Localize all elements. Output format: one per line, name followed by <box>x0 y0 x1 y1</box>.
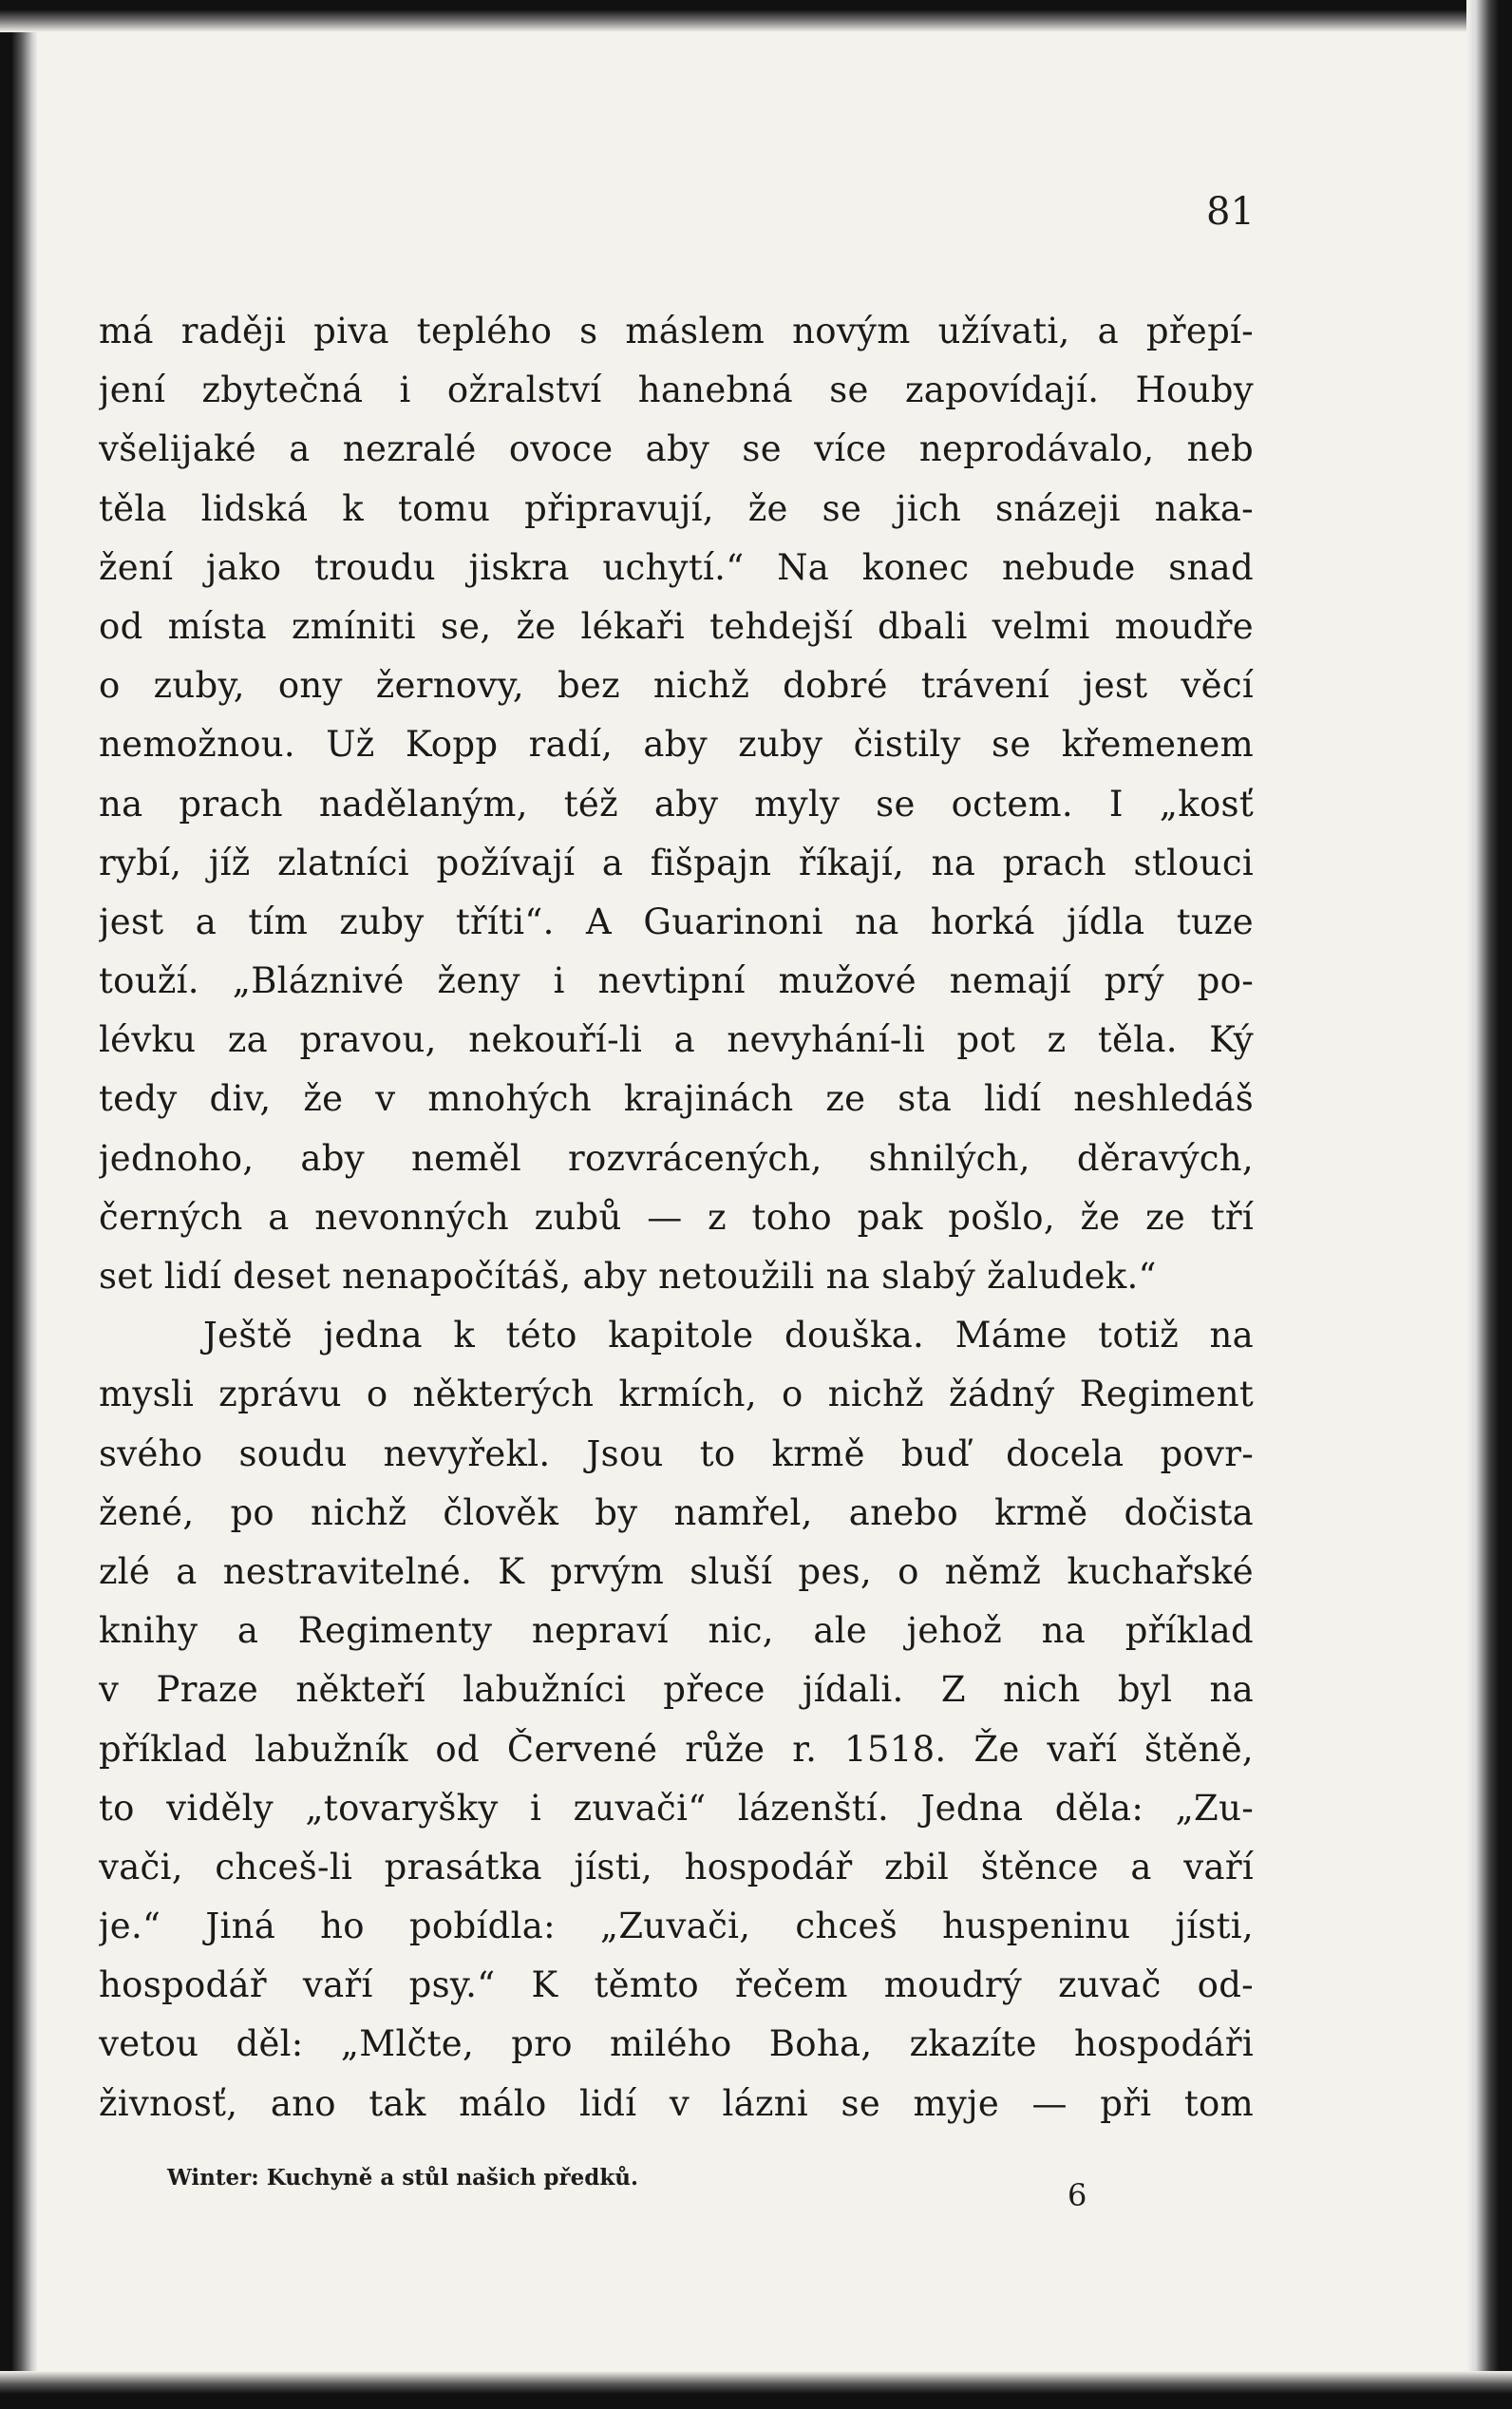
signature-mark: 6 <box>1068 2177 1087 2213</box>
text-line: nemožnou. Už Kopp radí, aby zuby čistily se křemenem <box>99 724 1254 766</box>
body-text <box>99 302 1254 2134</box>
scan-border-left <box>0 0 38 2409</box>
text-line: hospodář vaří psy.“ K těmto řečem moudrý zuvač od- <box>99 1964 1254 2006</box>
text-line: zlé a nestravitelné. K prvým sluší pes, o němž kuchařské <box>99 1550 1254 1592</box>
text-line: v Praze někteří labužníci přece jídali. Z nich byl na <box>99 1669 1254 1711</box>
text-line: žení jako troudu jiskra uchytí.“ Na konec nebude snad <box>99 546 1254 588</box>
text-line: mysli zprávu o některých krmích, o nichž žádný Regiment <box>99 1374 1254 1415</box>
text-line: rybí, jíž zlatníci požívají a fišpajn říkají, na prach stlouci <box>99 842 1254 883</box>
text-line: černých a nevonných zubů — z toho pak pošlo, že ze tří <box>99 1196 1254 1238</box>
scan-border-top <box>0 0 1512 32</box>
text-line: touží. „Bláznivé ženy i nevtipní mužové nemají prý po- <box>99 960 1254 1002</box>
scan-border-right <box>1466 0 1512 2409</box>
text-line: od místa zmíniti se, že lékaři tehdejší dbali velmi moudře <box>99 605 1254 647</box>
text-line: těla lidská k tomu připravují, že se jich snázeji naka- <box>99 487 1254 529</box>
text-line: o zuby, ony žernovy, bez nichž dobré trávení jest věcí <box>99 665 1254 707</box>
text-line: vači, chceš-li prasátka jísti, hospodář zbil štěnce a vaří <box>99 1846 1254 1887</box>
text-line: živnosť, ano tak málo lidí v lázni se myje — při tom <box>99 2082 1254 2124</box>
text-line: knihy a Regimenty nepraví nic, ale jehož na příklad <box>99 1610 1254 1652</box>
text-line: set lidí deset nenapočítáš, aby netoužili na slabý žaludek.“ <box>99 1256 1157 1297</box>
text-line: příklad labužník od Červené růže r. 1518. Že vaří štěně, <box>99 1728 1254 1770</box>
text-line: svého soudu nevyřekl. Jsou to krmě buď docela povr- <box>99 1432 1254 1474</box>
text-line: je.“ Jiná ho pobídla: „Zuvači, chceš huspeninu jísti, <box>99 1906 1254 1947</box>
text-line: žené, po nichž člověk by namřel, anebo krmě dočista <box>99 1491 1254 1533</box>
text-line: jednoho, aby neměl rozvrácených, shnilých, děravých, <box>99 1137 1254 1179</box>
scan-border-bottom <box>0 2371 1512 2409</box>
page-number: 81 <box>1206 190 1255 234</box>
text-line: to viděly „tovaryšky i zuvači“ lázenští. Jedna děla: „Zu- <box>99 1787 1254 1829</box>
footer-source-line: Winter: Kuchyně a stůl našich předků. <box>167 2165 638 2191</box>
text-line: na prach nadělaným, též aby myly se octem. I „kosť <box>99 783 1254 825</box>
text-line: všelijaké a nezralé ovoce aby se více neprodávalo, neb <box>99 428 1254 470</box>
text-line: lévku za pravou, nekouří-li a nevyhání-li pot z těla. Ký <box>99 1019 1254 1061</box>
text-line: vetou děl: „Mlčte, pro milého Boha, zkazíte hospodáři <box>99 2023 1254 2065</box>
text-line: tedy div, že v mnohých krajinách ze sta lidí neshledáš <box>99 1078 1254 1120</box>
text-line: má raději piva teplého s máslem novým užívati, a přepí- <box>99 311 1254 351</box>
text-line: jení zbytečná i ožralství hanebná se zapovídají. Houby <box>99 370 1254 411</box>
text-line: jest a tím zuby tříti“. A Guarinoni na horká jídla tuze <box>99 901 1254 942</box>
text-line-paragraph-start: Ještě jedna k této kapitole douška. Máme totiž na <box>203 1315 1254 1356</box>
